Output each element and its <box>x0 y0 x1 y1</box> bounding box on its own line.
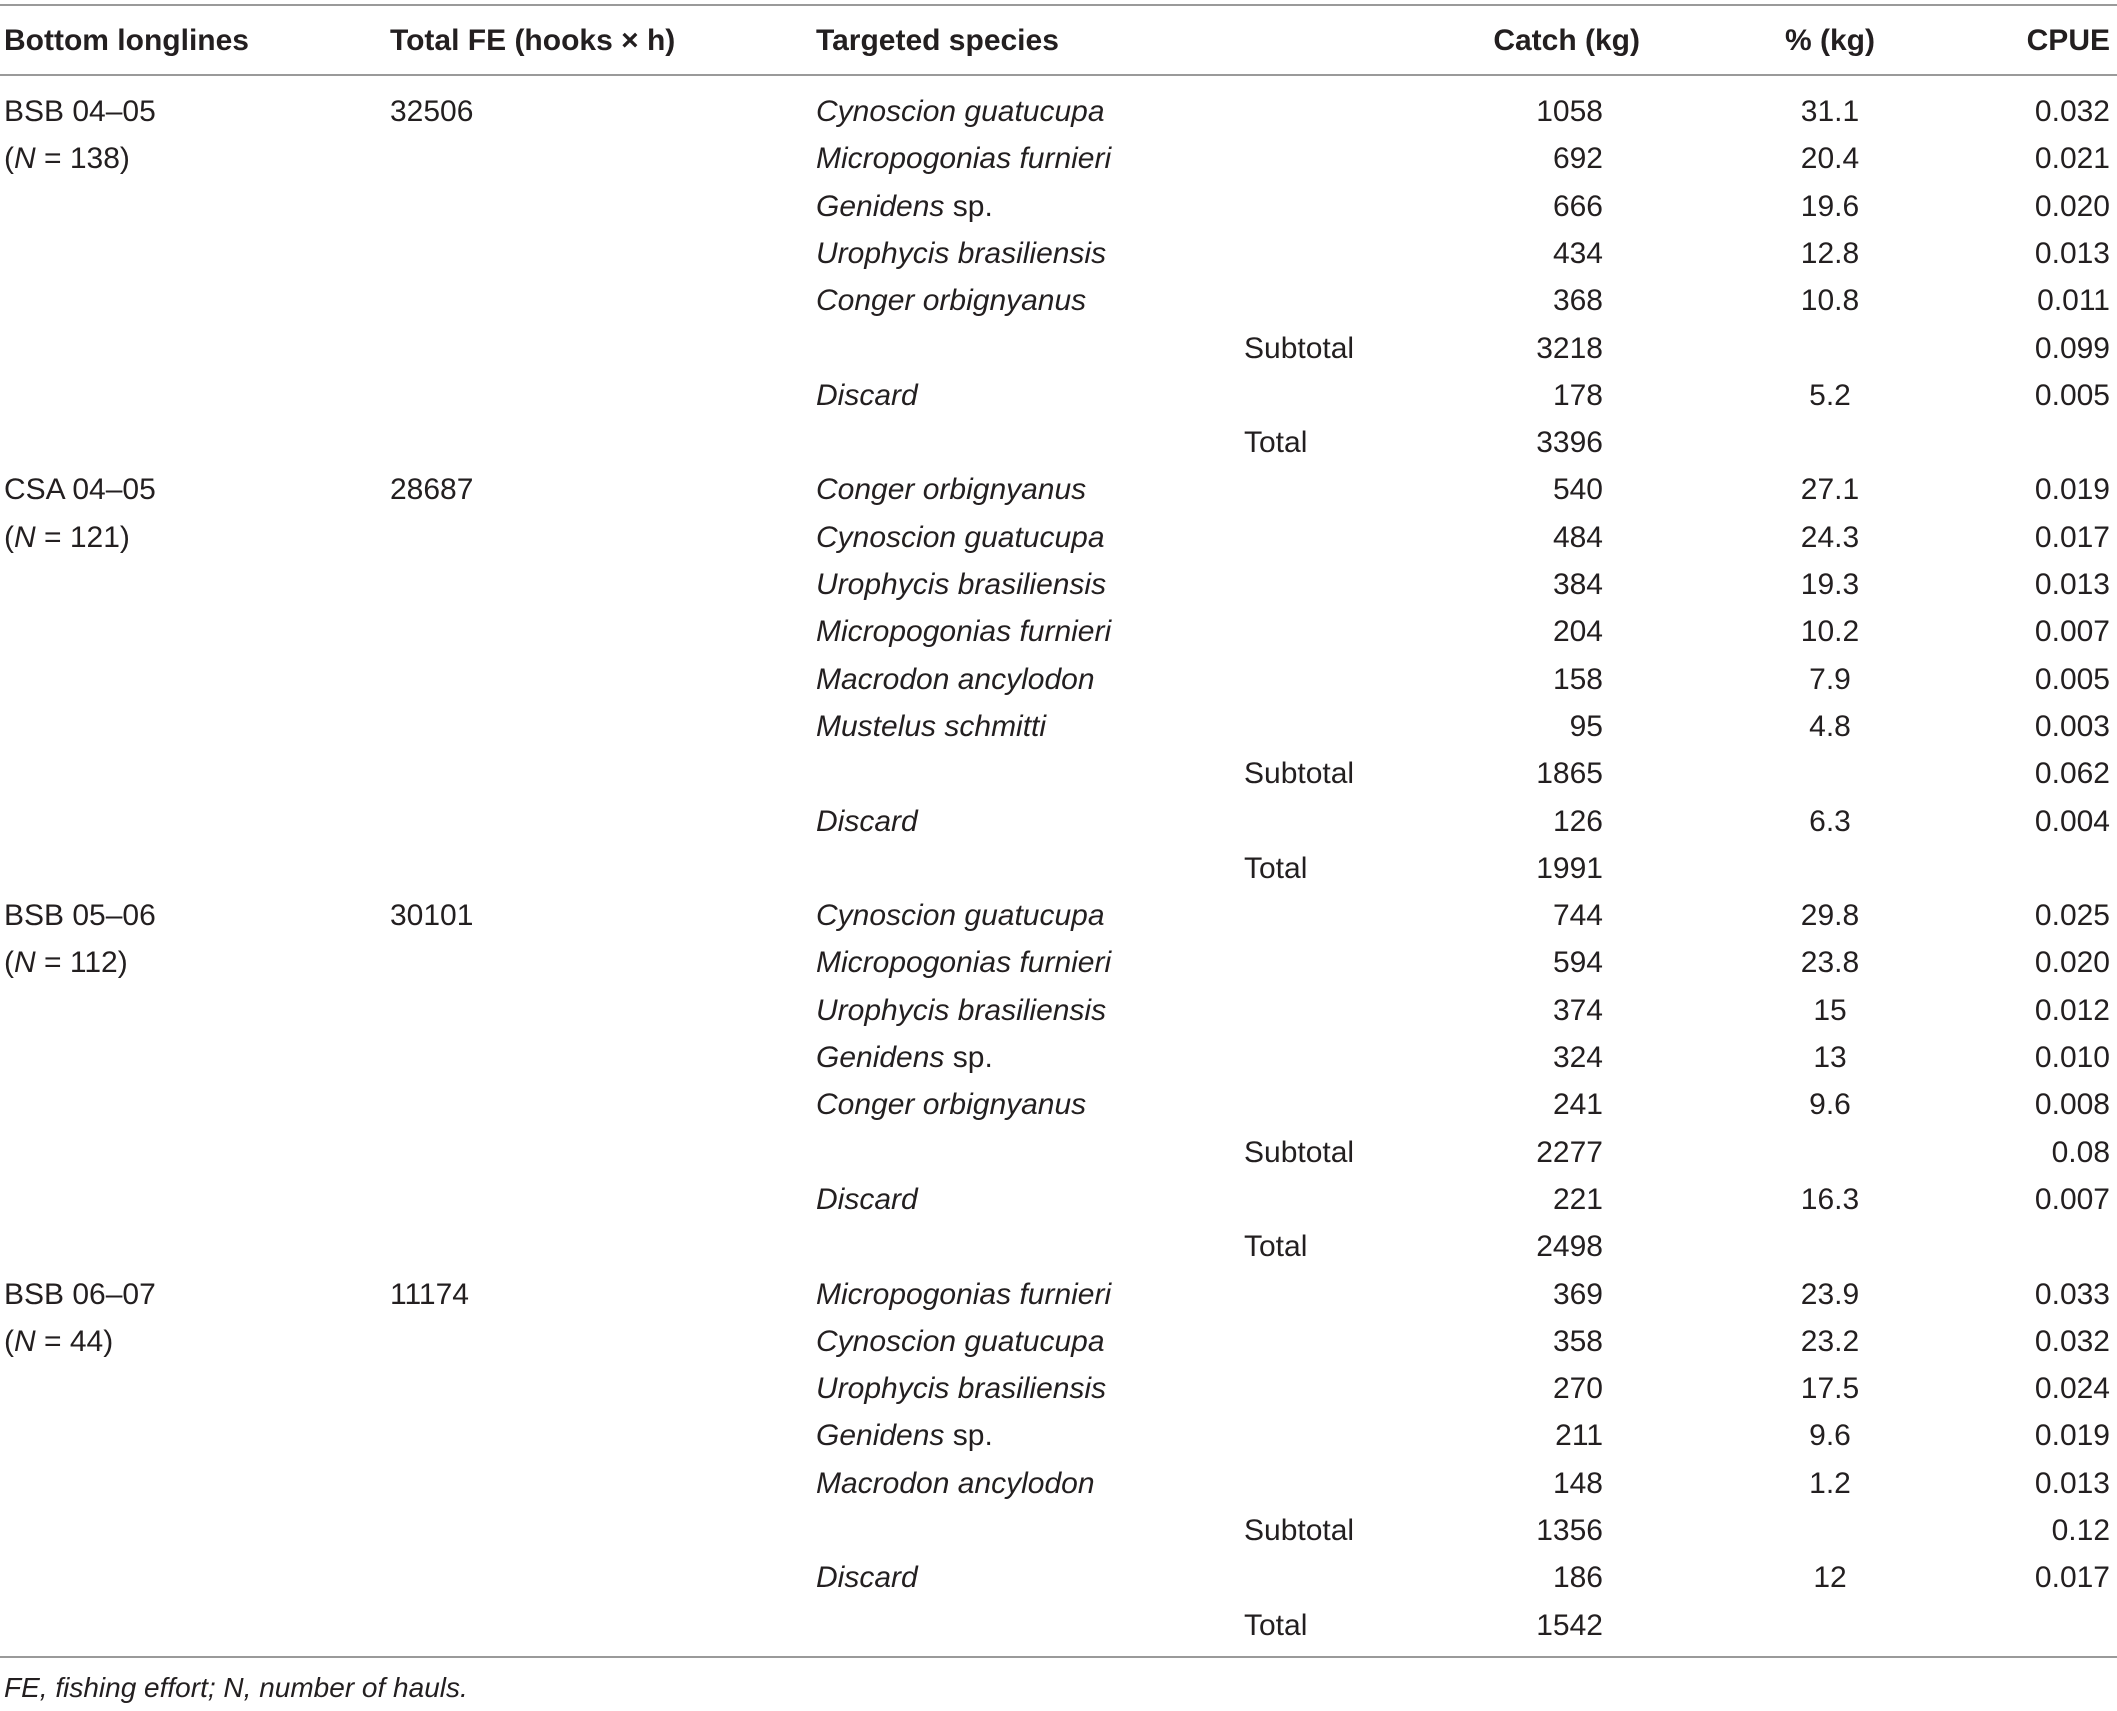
catch-value: 594 <box>1552 946 1603 980</box>
percent-value: 1.2 <box>1809 1466 1851 1500</box>
species-italic: Urophycis brasiliensis <box>816 1372 1107 1406</box>
percent-value <box>1730 1603 1930 1649</box>
catch-value: 3396 <box>1536 426 1603 460</box>
hauls-open-paren: ( <box>4 142 14 176</box>
species-name <box>816 1555 918 1601</box>
cpue-value: 0.020 <box>2034 189 2110 223</box>
catch-value: 666 <box>1552 189 1603 223</box>
header-total-fe: Total FE (hooks × h) <box>390 24 676 57</box>
percent-value <box>1730 1508 1930 1554</box>
percent-value: 9.6 <box>1809 1419 1851 1453</box>
species-name <box>816 940 1111 986</box>
cpue-value <box>1960 420 2110 466</box>
group-fishing-effort: 28687 <box>390 473 474 507</box>
hauls-n-value: = 44) <box>44 1324 114 1358</box>
hauls-open-paren: ( <box>4 520 14 554</box>
species-italic: Conger orbignyanus <box>816 284 1087 318</box>
percent-value <box>1730 420 1930 466</box>
species-italic: Cynoscion guatucupa <box>816 899 1105 933</box>
cpue-value: 0.024 <box>2034 1372 2110 1406</box>
species-italic: Cynoscion guatucupa <box>816 1324 1105 1358</box>
species-name <box>816 136 1111 182</box>
cpue-value: 0.013 <box>2034 568 2110 601</box>
cpue-value: 0.007 <box>2034 1182 2110 1216</box>
catch-value: 1991 <box>1536 851 1603 885</box>
group-fishing-effort: 30101 <box>390 899 474 933</box>
percent-value <box>1730 846 1930 892</box>
species-name <box>816 657 1095 703</box>
cpue-value: 0.005 <box>2034 378 2110 412</box>
header-cpue: CPUE <box>2026 24 2110 57</box>
cpue-value: 0.020 <box>2034 946 2110 980</box>
percent-value: 7.9 <box>1809 662 1851 696</box>
species-name <box>816 515 1105 561</box>
species-italic: Cynoscion guatucupa <box>816 520 1105 554</box>
cpue-value: 0.010 <box>2034 1041 2110 1074</box>
cpue-value: 0.012 <box>2034 993 2110 1027</box>
cpue-value: 0.013 <box>2034 1466 2110 1500</box>
cpue-value: 0.062 <box>2034 757 2110 791</box>
hauls-open-paren: ( <box>4 946 14 980</box>
catch-value: 369 <box>1552 1277 1603 1311</box>
species-name <box>816 1082 1086 1128</box>
cpue-value: 0.033 <box>2034 1277 2110 1311</box>
species-name <box>816 1035 993 1081</box>
cpue-value: 0.011 <box>2037 284 2110 318</box>
species-name <box>816 704 1046 750</box>
catch-value: 3218 <box>1536 331 1603 365</box>
percent-value: 4.8 <box>1809 709 1851 743</box>
species-name <box>816 799 918 845</box>
species-italic: Discard <box>816 1561 918 1595</box>
catch-value: 211 <box>1555 1419 1603 1453</box>
percent-value: 9.6 <box>1809 1088 1851 1122</box>
subtotal-label: Total <box>1244 851 1308 885</box>
hauls-n-value: = 138) <box>44 142 130 176</box>
species-italic: Cynoscion guatucupa <box>816 95 1105 128</box>
percent-value: 13 <box>1813 1041 1847 1074</box>
species-name <box>816 231 1106 277</box>
species-italic: Mustelus schmitti <box>816 709 1047 743</box>
percent-value: 15 <box>1813 993 1847 1027</box>
group-hauls <box>4 136 130 182</box>
species-name <box>816 1366 1106 1412</box>
catch-value: 368 <box>1552 284 1603 318</box>
subtotal-label: Subtotal <box>1244 757 1355 791</box>
group-fishing-effort: 11174 <box>390 1277 469 1311</box>
catch-value: 178 <box>1552 378 1603 412</box>
percent-value: 12 <box>1813 1561 1847 1595</box>
percent-value <box>1730 1130 1930 1176</box>
cpue-value: 0.099 <box>2034 331 2110 365</box>
catch-value: 270 <box>1552 1372 1603 1406</box>
catch-value: 358 <box>1552 1324 1603 1358</box>
cpue-value: 0.007 <box>2034 615 2110 649</box>
cpue-value <box>1960 1603 2110 1649</box>
cpue-value <box>1960 1224 2110 1270</box>
percent-value: 23.8 <box>1800 946 1860 980</box>
species-name <box>816 1413 993 1459</box>
percent-value: 31.1 <box>1800 95 1860 128</box>
cpue-value: 0.12 <box>2051 1514 2110 1547</box>
species-suffix: sp. <box>944 189 993 223</box>
cpue-value: 0.021 <box>2034 142 2110 176</box>
header-targeted-species: Targeted species <box>816 24 1059 57</box>
catch-value: 148 <box>1552 1466 1603 1500</box>
percent-value: 5.2 <box>1809 378 1851 412</box>
group-hauls <box>4 515 130 561</box>
hauls-n-value: = 112) <box>44 946 128 980</box>
cpue-value: 0.08 <box>2051 1135 2110 1169</box>
cpue-value: 0.004 <box>2034 804 2110 838</box>
species-name <box>816 184 993 230</box>
percent-value: 16.3 <box>1800 1182 1860 1216</box>
percent-value: 19.6 <box>1800 189 1860 223</box>
species-name <box>816 893 1105 939</box>
cpue-value: 0.019 <box>2034 1419 2110 1453</box>
catch-value: 158 <box>1552 662 1603 696</box>
catch-value: 2498 <box>1536 1230 1603 1264</box>
hauls-n-label: N <box>14 142 36 176</box>
cpue-value: 0.005 <box>2034 662 2110 696</box>
header-percent: % (kg) <box>1785 24 1875 57</box>
species-name <box>816 562 1106 608</box>
cpue-value: 0.025 <box>2034 899 2110 933</box>
catch-value: 484 <box>1552 520 1603 554</box>
subtotal-label: Total <box>1244 426 1308 460</box>
catch-value: 2277 <box>1536 1135 1603 1169</box>
hauls-n-label: N <box>14 520 36 554</box>
percent-value: 10.8 <box>1800 284 1860 318</box>
catch-value: 241 <box>1552 1088 1603 1122</box>
footnote: FE, fishing effort; N, number of hauls. <box>4 1672 468 1703</box>
species-italic: Micropogonias furnieri <box>816 1277 1112 1311</box>
catch-value: 384 <box>1552 568 1603 601</box>
species-italic: Discard <box>816 1182 918 1216</box>
catch-value: 324 <box>1552 1041 1603 1074</box>
catch-value: 540 <box>1552 473 1603 507</box>
catch-value: 95 <box>1569 709 1603 743</box>
cpue-value: 0.013 <box>2034 236 2110 270</box>
percent-value <box>1730 326 1930 372</box>
species-name <box>816 278 1086 324</box>
cpue-value: 0.032 <box>2034 1324 2110 1358</box>
hauls-open-paren: ( <box>4 1324 14 1358</box>
species-name <box>816 1177 918 1223</box>
catch-value: 374 <box>1552 993 1603 1027</box>
hauls-n-label: N <box>14 946 36 980</box>
catch-value: 221 <box>1552 1182 1603 1216</box>
species-suffix: sp. <box>944 1419 993 1453</box>
group-name: BSB 05–06 <box>4 899 156 933</box>
percent-value: 6.3 <box>1809 804 1851 838</box>
species-italic: Micropogonias furnieri <box>816 142 1112 176</box>
cpue-value: 0.008 <box>2034 1088 2110 1122</box>
subtotal-label: Total <box>1244 1608 1308 1642</box>
species-italic: Genidens <box>816 189 945 223</box>
catch-value: 434 <box>1552 236 1603 270</box>
species-name <box>816 89 1105 135</box>
group-name: BSB 04–05 <box>4 95 156 128</box>
catch-value: 692 <box>1552 142 1603 176</box>
group-name: BSB 06–07 <box>4 1277 156 1311</box>
cpue-value: 0.019 <box>2034 473 2110 507</box>
species-italic: Macrodon ancylodon <box>816 1466 1095 1500</box>
subtotal-label: Total <box>1244 1230 1308 1264</box>
species-italic: Macrodon ancylodon <box>816 662 1095 696</box>
group-name: CSA 04–05 <box>4 473 156 507</box>
species-italic: Discard <box>816 378 918 412</box>
species-name <box>816 988 1106 1034</box>
percent-value: 20.4 <box>1800 142 1860 176</box>
cpue-value: 0.017 <box>2034 1561 2110 1595</box>
cpue-value <box>1960 846 2110 892</box>
cpue-value: 0.003 <box>2034 709 2110 743</box>
catch-value: 126 <box>1552 804 1603 838</box>
percent-value: 27.1 <box>1800 473 1860 507</box>
catch-value: 1058 <box>1536 95 1603 128</box>
percent-value: 10.2 <box>1800 615 1860 649</box>
group-fishing-effort: 32506 <box>390 95 474 128</box>
group-hauls <box>4 940 128 986</box>
percent-value: 23.9 <box>1800 1277 1860 1311</box>
species-italic: Genidens <box>816 1419 945 1453</box>
top-rule <box>0 4 2117 6</box>
header-rule <box>0 74 2117 76</box>
subtotal-label: Subtotal <box>1244 331 1355 365</box>
species-italic: Micropogonias furnieri <box>816 615 1112 649</box>
percent-value: 24.3 <box>1800 520 1860 554</box>
species-name <box>816 1319 1105 1365</box>
catch-value: 744 <box>1552 899 1603 933</box>
species-name <box>816 1461 1095 1507</box>
catch-value: 204 <box>1552 615 1603 649</box>
catch-value: 186 <box>1552 1561 1603 1595</box>
species-name <box>816 373 918 419</box>
cpue-value: 0.017 <box>2034 520 2110 554</box>
header-catch: Catch (kg) <box>1493 24 1640 57</box>
species-name <box>816 609 1111 655</box>
species-name <box>816 1272 1111 1318</box>
cpue-value: 0.032 <box>2034 95 2110 128</box>
percent-value: 12.8 <box>1800 236 1860 270</box>
species-italic: Conger orbignyanus <box>816 473 1087 507</box>
species-italic: Micropogonias furnieri <box>816 946 1112 980</box>
percent-value: 29.8 <box>1800 899 1860 933</box>
hauls-n-value: = 121) <box>44 520 130 554</box>
group-hauls <box>4 1319 113 1365</box>
catch-value: 1542 <box>1536 1608 1603 1642</box>
percent-value <box>1730 751 1930 797</box>
species-italic: Urophycis brasiliensis <box>816 993 1107 1027</box>
subtotal-label: Subtotal <box>1244 1514 1355 1547</box>
percent-value: 23.2 <box>1800 1324 1860 1358</box>
species-italic: Discard <box>816 804 918 838</box>
hauls-n-label: N <box>14 1324 36 1358</box>
species-suffix: sp. <box>944 1041 993 1074</box>
bottom-rule <box>0 1656 2117 1658</box>
species-name <box>816 467 1086 513</box>
percent-value: 17.5 <box>1800 1372 1860 1406</box>
species-italic: Genidens <box>816 1041 945 1074</box>
species-italic: Conger orbignyanus <box>816 1088 1087 1122</box>
catch-value: 1865 <box>1536 757 1603 791</box>
species-italic: Urophycis brasiliensis <box>816 568 1107 601</box>
percent-value: 19.3 <box>1800 568 1860 601</box>
subtotal-label: Subtotal <box>1244 1135 1355 1169</box>
percent-value <box>1730 1224 1930 1270</box>
catch-value: 1356 <box>1536 1514 1603 1547</box>
species-italic: Urophycis brasiliensis <box>816 236 1107 270</box>
header-bottom-longlines: Bottom longlines <box>4 24 249 57</box>
